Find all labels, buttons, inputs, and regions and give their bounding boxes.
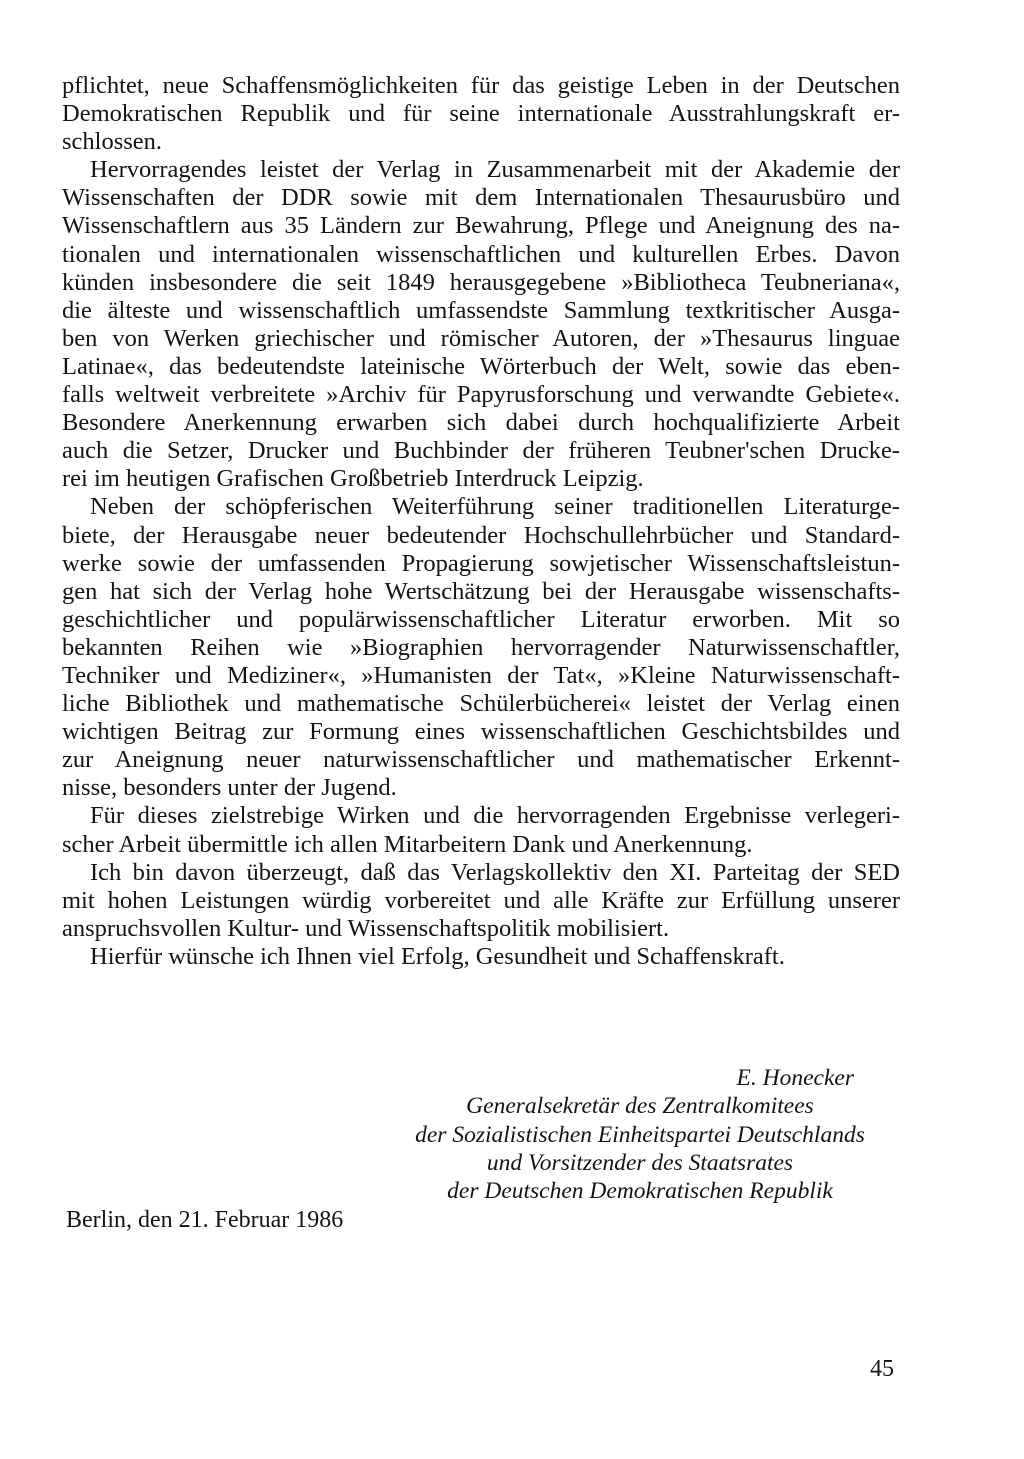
text-line: pflichtet, neue Schaffensmöglichkeiten für das geistige Leben in der Deutschen: [62, 72, 900, 99]
text-line: tionalen und internationalen wissenschaftlichen und kulturellen Erbes. Davon: [62, 240, 900, 268]
text-line: künden insbesondere die seit 1849 herausgegebene »Bibliotheca Teubneriana«,: [62, 268, 900, 296]
signatory-title-line: und Vorsitzender des Staatsrates: [486, 1149, 794, 1176]
text-line: Latinae«, das bedeutendste lateinische Wörterbuch der Welt, sowie das eben-: [62, 352, 900, 380]
text-line: wichtigen Beitrag zur Formung eines wissenschaftlichen Geschichtsbildes und: [62, 718, 900, 746]
text-line: mit hohen Leistungen würdig vorbereitet und alle Kräfte zur Erfüllung unserer: [62, 886, 900, 914]
text-line: biete, der Herausgabe neuer bedeutender Hochschullehrbücher und Standard-: [62, 521, 900, 549]
text-line: geschichtlicher und populärwissenschaftlicher Literatur erworben. Mit so: [62, 605, 900, 633]
text-line: Hierfür wünsche ich Ihnen viel Erfolg, Gesundheit und Schaffenskraft.: [90, 942, 785, 970]
text-line: bekannten Reihen wie »Biographien hervorragender Naturwissenschaftler,: [62, 633, 900, 661]
signatory-title-line: der Deutschen Demokratischen Republik: [447, 1178, 833, 1205]
text-line: die älteste und wissenschaftlich umfassendste Sammlung textkritischer Ausga-: [62, 296, 900, 324]
text-line: rei im heutigen Grafischen Großbetrieb Interdruck Leipzig.: [62, 465, 644, 493]
text-line: anspruchsvollen Kultur- und Wissenschaftspolitik mobilisiert.: [62, 914, 670, 942]
signatory-title-line: der Sozialistischen Einheitspartei Deutschlands: [415, 1121, 865, 1148]
signature-block: [380, 1064, 900, 1205]
text-line: nisse, besonders unter der Jugend.: [62, 774, 397, 802]
text-line: gen hat sich der Verlag hohe Wertschätzung bei der Herausgabe wissenschafts-: [62, 577, 900, 605]
text-line: Wissenschaften der DDR sowie mit dem Internationalen Thesaurusbüro und: [62, 184, 900, 212]
text-line: Ich bin davon überzeugt, daß das Verlagskollektiv den XI. Parteitag der SED: [90, 858, 900, 886]
text-line: Demokratischen Republik und für seine internationale Ausstrahlungskraft er-: [62, 100, 900, 128]
text-line: Techniker und Mediziner«, »Humanisten der Tat«, »Kleine Naturwissenschaft-: [62, 661, 900, 689]
text-line: auch die Setzer, Drucker und Buchbinder der früheren Teubner'schen Drucke-: [62, 437, 900, 465]
text-line: falls weltweit verbreitete »Archiv für Papyrusforschung und verwandte Gebiete«.: [62, 381, 900, 409]
text-line: Für dieses zielstrebige Wirken und die hervorragenden Ergebnisse verlegeri-: [90, 802, 900, 830]
signatory-name: E. Honecker: [736, 1065, 854, 1091]
text-line: Hervorragendes leistet der Verlag in Zusammenarbeit mit der Akademie der: [90, 156, 900, 184]
text-line: Wissenschaftlern aus 35 Ländern zur Bewahrung, Pflege und Aneignung des na-: [62, 212, 900, 240]
page-number: 45: [870, 1356, 894, 1382]
text-line: liche Bibliothek und mathematische Schülerbücherei« leistet der Verlag einen: [62, 690, 900, 718]
letter-body: [62, 72, 900, 971]
place-and-date: Berlin, den 21. Februar 1986: [66, 1207, 344, 1233]
text-line: scher Arbeit übermittle ich allen Mitarbeitern Dank und Anerkennung.: [62, 830, 753, 858]
text-line: ben von Werken griechischer und römischer Autoren, der »Thesaurus linguae: [62, 324, 900, 352]
text-line: zur Aneignung neuer naturwissenschaftlicher und mathematischer Erkennt-: [62, 746, 900, 774]
signatory-title-line: Generalsekretär des Zentralkomitees: [466, 1093, 814, 1120]
text-line: Neben der schöpferischen Weiterführung seiner traditionellen Literaturge-: [90, 493, 900, 521]
text-line: schlossen.: [62, 128, 163, 156]
text-line: werke sowie der umfassenden Propagierung sowjetischer Wissenschaftsleistun-: [62, 549, 900, 577]
text-line: Besondere Anerkennung erwarben sich dabei durch hochqualifizierte Arbeit: [62, 409, 900, 437]
